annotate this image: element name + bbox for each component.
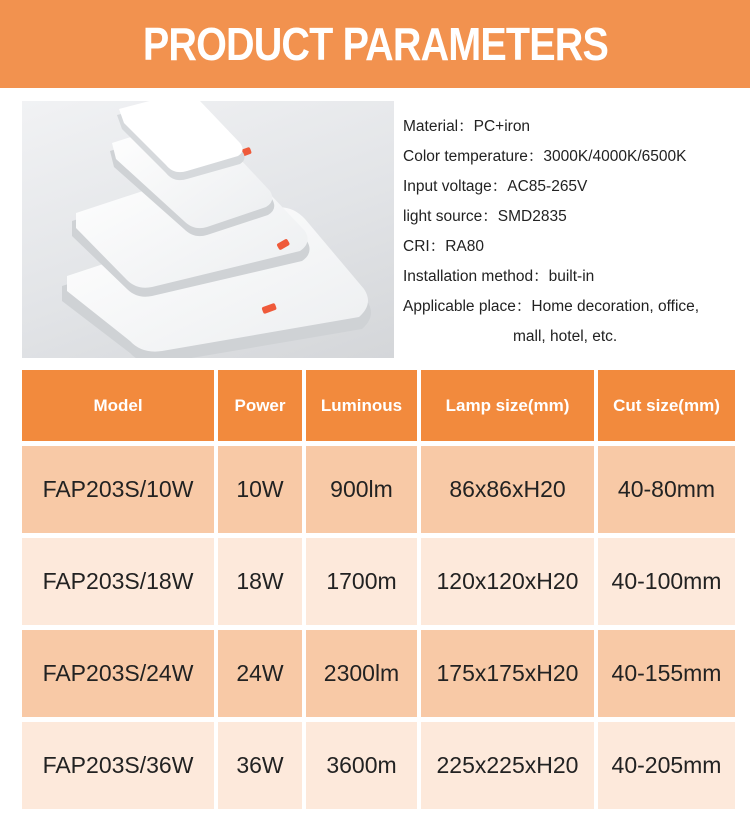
spec-light-source: light source：SMD2835: [403, 208, 567, 225]
cell-luminous: 900lm: [306, 446, 417, 533]
cell-power: 10W: [218, 446, 302, 533]
cell-lamp-size: 225x225xH20: [421, 722, 594, 809]
cell-lamp-size: 120x120xH20: [421, 538, 594, 625]
header-cut-size: Cut size(mm): [598, 370, 735, 441]
header-lamp-size: Lamp size(mm): [421, 370, 594, 441]
cell-power: 24W: [218, 630, 302, 717]
cell-cut-size: 40-205mm: [598, 722, 735, 809]
cell-model: FAP203S/10W: [22, 446, 214, 533]
cell-cut-size: 40-80mm: [598, 446, 735, 533]
cell-lamp-size: 175x175xH20: [421, 630, 594, 717]
cell-model: FAP203S/24W: [22, 630, 214, 717]
table-row: [22, 630, 735, 717]
spec-installation: Installation method：built-in: [403, 268, 595, 285]
cell-power: 36W: [218, 722, 302, 809]
cell-luminous: 1700m: [306, 538, 417, 625]
cell-lamp-size: 86x86xH20: [421, 446, 594, 533]
cell-luminous: 2300lm: [306, 630, 417, 717]
header-power: Power: [218, 370, 302, 441]
table-row: [22, 722, 735, 809]
parameter-table: [22, 370, 735, 814]
spec-cri: CRI：RA80: [403, 238, 484, 255]
cell-model: FAP203S/18W: [22, 538, 214, 625]
product-photo: [22, 101, 394, 358]
table-row: [22, 538, 735, 625]
spec-list: [403, 112, 750, 352]
spec-input-voltage: Input voltage：AC85-265V: [403, 178, 588, 195]
cell-luminous: 3600m: [306, 722, 417, 809]
page-title: PRODUCT PARAMETERS: [142, 18, 608, 70]
cell-cut-size: 40-100mm: [598, 538, 735, 625]
header-luminous: Luminous: [306, 370, 417, 441]
title-banner: [0, 0, 750, 88]
cell-cut-size: 40-155mm: [598, 630, 735, 717]
spec-applicable-place: Applicable place：Home decoration, office,: [403, 298, 700, 315]
spec-material: Material：PC+iron: [403, 118, 531, 135]
table-row: [22, 446, 735, 533]
spec-color-temperature: Color temperature：3000K/4000K/6500K: [403, 148, 687, 165]
table-header: [22, 370, 735, 441]
cell-power: 18W: [218, 538, 302, 625]
spec-applicable-place-cont: mall, hotel, etc.: [513, 328, 618, 345]
cell-model: FAP203S/36W: [22, 722, 214, 809]
header-model: Model: [22, 370, 214, 441]
